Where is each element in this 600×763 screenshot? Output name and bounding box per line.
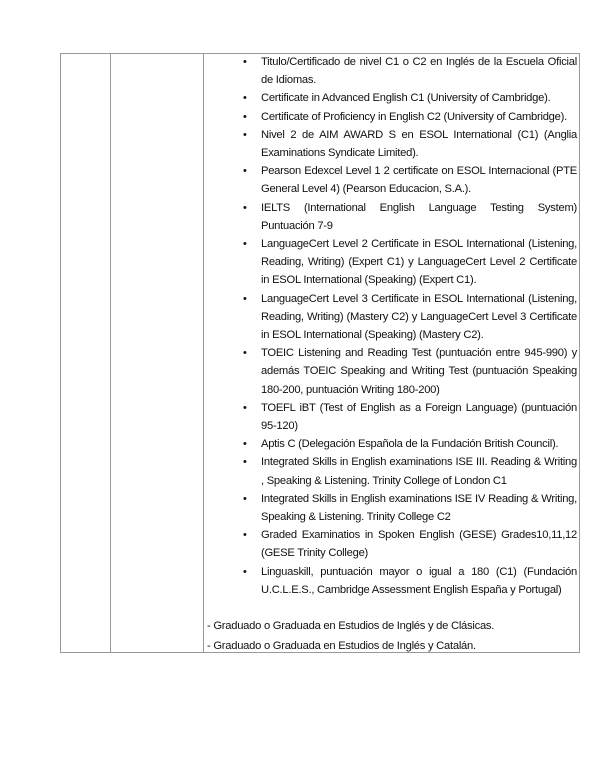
list-item: • LanguageCert Level 3 Certificate in ESOL International (Listening, Reading, Writing) (Mastery C2) y LanguageCert Level 3 Certificate in ESOL International (Speaking) (Mastery C2). [205, 290, 577, 345]
list-item: • Graded Examinatios in Spoken English (GESE) Grades10,11,12 (GESE Trinity College) [205, 526, 577, 562]
list-item: • Certificate of Proficiency in English C2 (University of Cambridge). [205, 108, 577, 126]
list-item: • Titulo/Certificado de nivel C1 o C2 en Inglés de la Escuela Oficial de Idiomas. [205, 53, 577, 89]
bullet-icon: • [243, 128, 247, 141]
bullet-icon: • [243, 238, 247, 251]
list-item: • Integrated Skills in English examinations ISE IV Reading & Writing, Speaking & Listening. Trinity College C2 [205, 490, 577, 526]
bullet-icon: • [243, 110, 247, 123]
list-item: • Aptis C (Delegación Española de la Fundación British Council). [205, 435, 577, 453]
list-item: • Certificate in Advanced English C1 (University of Cambridge). [205, 89, 577, 107]
bullet-icon: • [243, 492, 247, 505]
bullet-icon: • [243, 92, 247, 105]
list-item: • Integrated Skills in English examinations ISE III. Reading & Writing , Speaking & Listening. Trinity College of London C1 [205, 453, 577, 489]
list-item: • Linguaskill, puntuación mayor o igual a 180 (C1) (Fundación U.C.L.E.S., Cambridge Assessment English España y Portugal) [205, 563, 577, 599]
list-item: • IELTS (International English Language Testing System) Puntuación 7-9 [205, 199, 577, 235]
degree-item: - Graduado o Graduada en Estudios de Inglés y Catalán. [207, 639, 476, 652]
certificate-list [205, 53, 577, 599]
list-item: • TOEIC Listening and Reading Test (puntuación entre 945-990) y además TOEIC Speaking and Writing Test (puntuación Speaking 180-200, puntuación Writing 180-200) [205, 344, 577, 399]
bullet-icon: • [243, 401, 247, 414]
bullet-icon: • [243, 347, 247, 360]
bullet-icon: • [243, 565, 247, 578]
list-item: • TOEFL iBT (Test of English as a Foreign Language) (puntuación 95-120) [205, 399, 577, 435]
bullet-icon: • [243, 165, 247, 178]
bullet-icon: • [243, 56, 247, 68]
column-divider [110, 54, 111, 652]
bullet-icon: • [243, 456, 247, 469]
list-item: • LanguageCert Level 2 Certificate in ESOL International (Listening, Reading, Writing) (Expert C1) y LanguageCert Level 2 Certificate in ESOL International (Speaking) (Expert C1). [205, 235, 577, 290]
table-cell-content [205, 53, 577, 656]
bullet-icon: • [243, 201, 247, 214]
column-divider [203, 54, 204, 652]
bullet-icon: • [243, 529, 247, 542]
list-item: • Nivel 2 de AIM AWARD S en ESOL International (C1) (Anglia Examinations Syndicate Limited). [205, 126, 577, 162]
bullet-icon: • [243, 292, 247, 305]
bullet-icon: • [243, 438, 247, 451]
degree-item: - Graduado o Graduada en Estudios de Inglés y de Clásicas. [207, 620, 495, 633]
list-item: • Pearson Edexcel Level 1 2 certificate on ESOL Internacional (PTE General Level 4) (Pearson Educacion, S.A.). [205, 162, 577, 198]
